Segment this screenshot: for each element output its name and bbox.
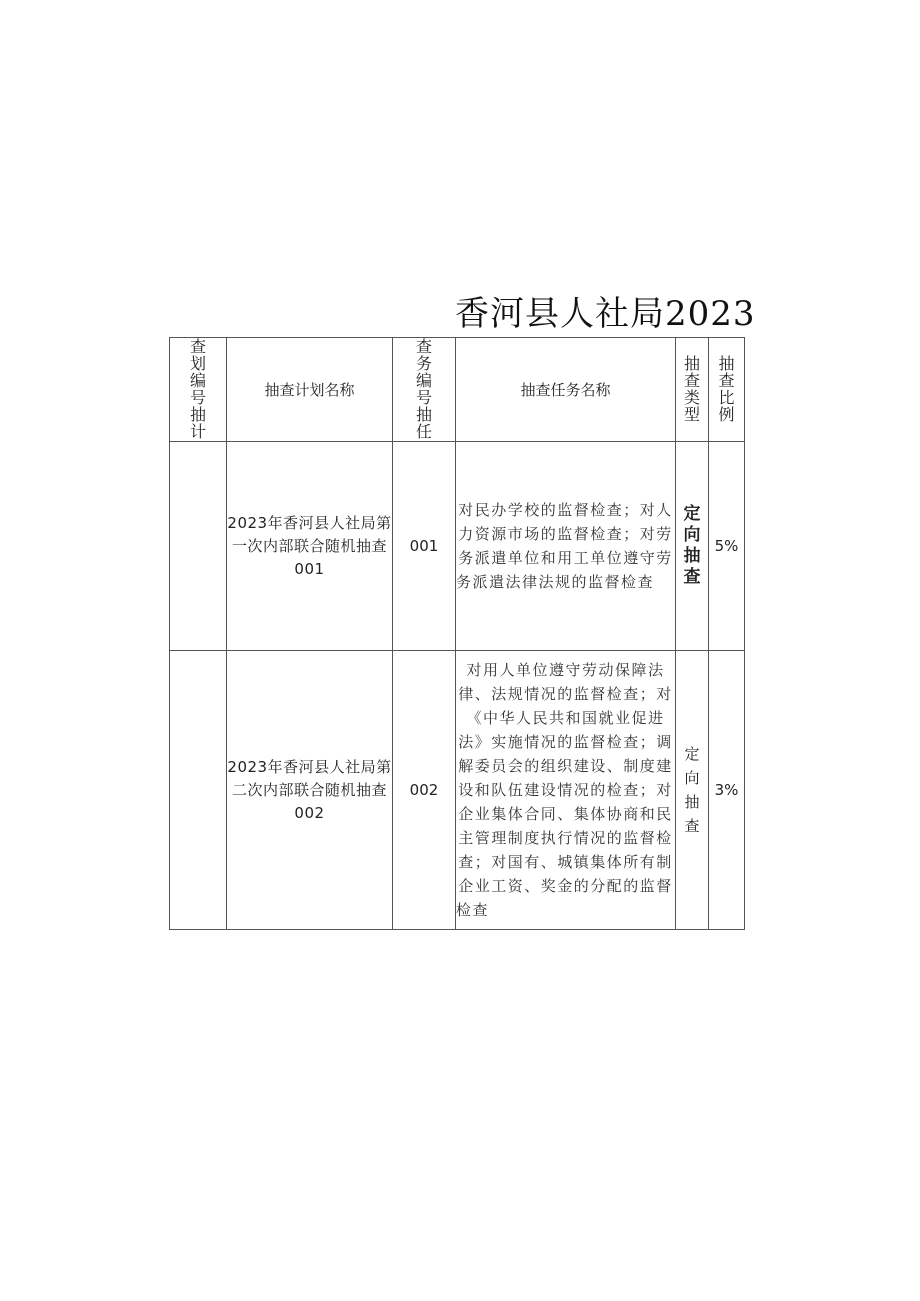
ratio-cell: 5% [709, 442, 745, 651]
header-plan-no: 查划编号抽计 [170, 338, 227, 442]
type-cell: 定向抽查 [676, 651, 709, 930]
plan-no-cell [170, 651, 227, 930]
header-task-no: 查务编号抽任 [393, 338, 456, 442]
plan-name-cell: 2023年香河县人社局第一次内部联合随机抽查001 [227, 442, 393, 651]
header-row [170, 338, 745, 442]
task-no-cell: 001 [393, 442, 456, 651]
task-no-cell: 002 [393, 651, 456, 930]
header-ratio: 抽查比例 [709, 338, 745, 442]
header-task-name: 抽查任务名称 [456, 338, 676, 442]
document-title: 香河县人社局2023 [455, 294, 756, 334]
header-plan-name: 抽查计划名称 [227, 338, 393, 442]
ratio-cell: 3% [709, 651, 745, 930]
table-row [170, 442, 745, 651]
type-cell: 定向抽查 [676, 442, 709, 651]
plan-name-cell: 2023年香河县人社局第二次内部联合随机抽查002 [227, 651, 393, 930]
task-name-cell: 对民办学校的监督检查；对人力资源市场的监督检查；对劳务派遣单位和用工单位遵守劳务派遣法律法规的监督检查 [456, 442, 676, 651]
plan-no-cell [170, 442, 227, 651]
table-row [170, 651, 745, 930]
inspection-plan-table [169, 337, 745, 930]
task-name-cell: 对用人单位遵守劳动保障法律、法规情况的监督检查；对《中华人民共和国就业促进法》实施情况的监督检查；调解委员会的组织建设、制度建设和队伍建设情况的检查；对企业集体合同、集体协商和民主管理制度执行情况的监督检查；对国有、城镇集体所有制企业工资、奖金的分配的监督检查 [456, 651, 676, 930]
header-type: 抽查类型 [676, 338, 709, 442]
